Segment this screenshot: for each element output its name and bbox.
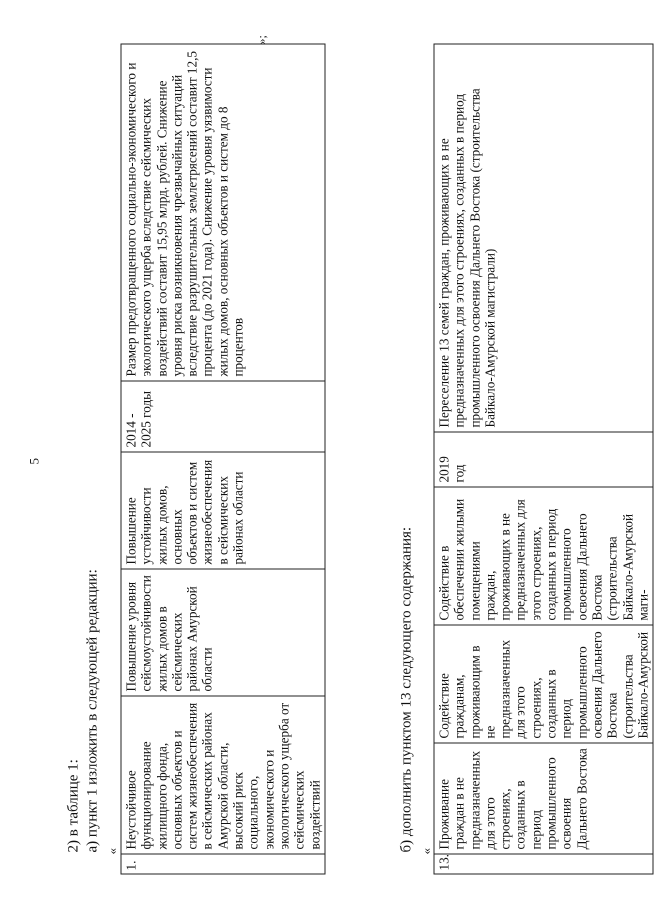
- open-quote-1: «: [104, 848, 120, 855]
- table-item-13: [434, 44, 654, 875]
- table-item-1: [121, 44, 326, 875]
- intro-line-item1: а) пункт 1 изложить в следующей редакции:: [84, 569, 101, 853]
- task-cell: Содействие в обеспечении жилыми помещениями граждан, проживающих в не предназначенных для этого строениях, созданных в период промышленного освоения Дальнего Востока (строительства Байкало-Амурской маги-: [434, 487, 653, 625]
- result-cell: Переселение 13 семей граждан, проживающих в не предназначенных для этого строениях, созданных в период промышленного освоения Дальнего Востока (строительства Байкало-Амурской магистрали): [434, 44, 653, 432]
- goal-cell: Содействие гражданам, проживающим в не предназначенных для этого строениях, созданных в период промышленного освоения Дальнего Востока (строительства Байкало-Амурской: [434, 625, 653, 743]
- result-cell: Размер предотвращенного социально-экономического и экологического ущерба вследствие сейсмических воздействий составит 15,95 млрд. рублей. Снижение уровня риска возникновения чрезвычайных ситуаций вследствие разрушительных землетрясений составит 12,5 процента (до 2021 года). Снижение уровня уязвимости жилых домов, основных объектов и систем до 8 процентов: [121, 44, 325, 381]
- intro-line-item13: б) дополнить пунктом 13 следующего содержания:: [398, 526, 415, 853]
- task-cell: Повышение устойчивости жилых домов, основных объектов и систем жизнеобеспечения в сейсмических районах области: [121, 452, 325, 569]
- period-cell: 2014 - 2025 годы: [121, 381, 325, 452]
- table-row: [121, 44, 325, 874]
- open-quote-2: «: [418, 848, 434, 855]
- rotated-content: [1, 0, 651, 905]
- goal-cell: Повышение уровня сейсмоустойчивости жилых домов в сейсмических районах Амурской области: [121, 569, 325, 696]
- row-number: 13.: [434, 854, 653, 874]
- table-row: [434, 44, 653, 874]
- page-number: 5: [26, 458, 42, 465]
- intro-line-table1: 2) в таблице 1:: [65, 759, 82, 853]
- period-cell: 2019 год: [434, 432, 653, 487]
- problem-cell: Проживание граждан в не предназначенных для этого строениях, созданных в период промышленного освоения Дальнего Востока: [434, 743, 653, 854]
- close-quote: »;: [254, 35, 269, 45]
- problem-cell: Неустойчивое функционирование жилищного фонда, основных объектов и систем жизнеобеспечения в сейсмических районах Амурской области, высокий риск социального, экономического и экологического ущерба от сейсмических воздействий: [121, 696, 325, 854]
- row-number: 1.: [121, 854, 325, 874]
